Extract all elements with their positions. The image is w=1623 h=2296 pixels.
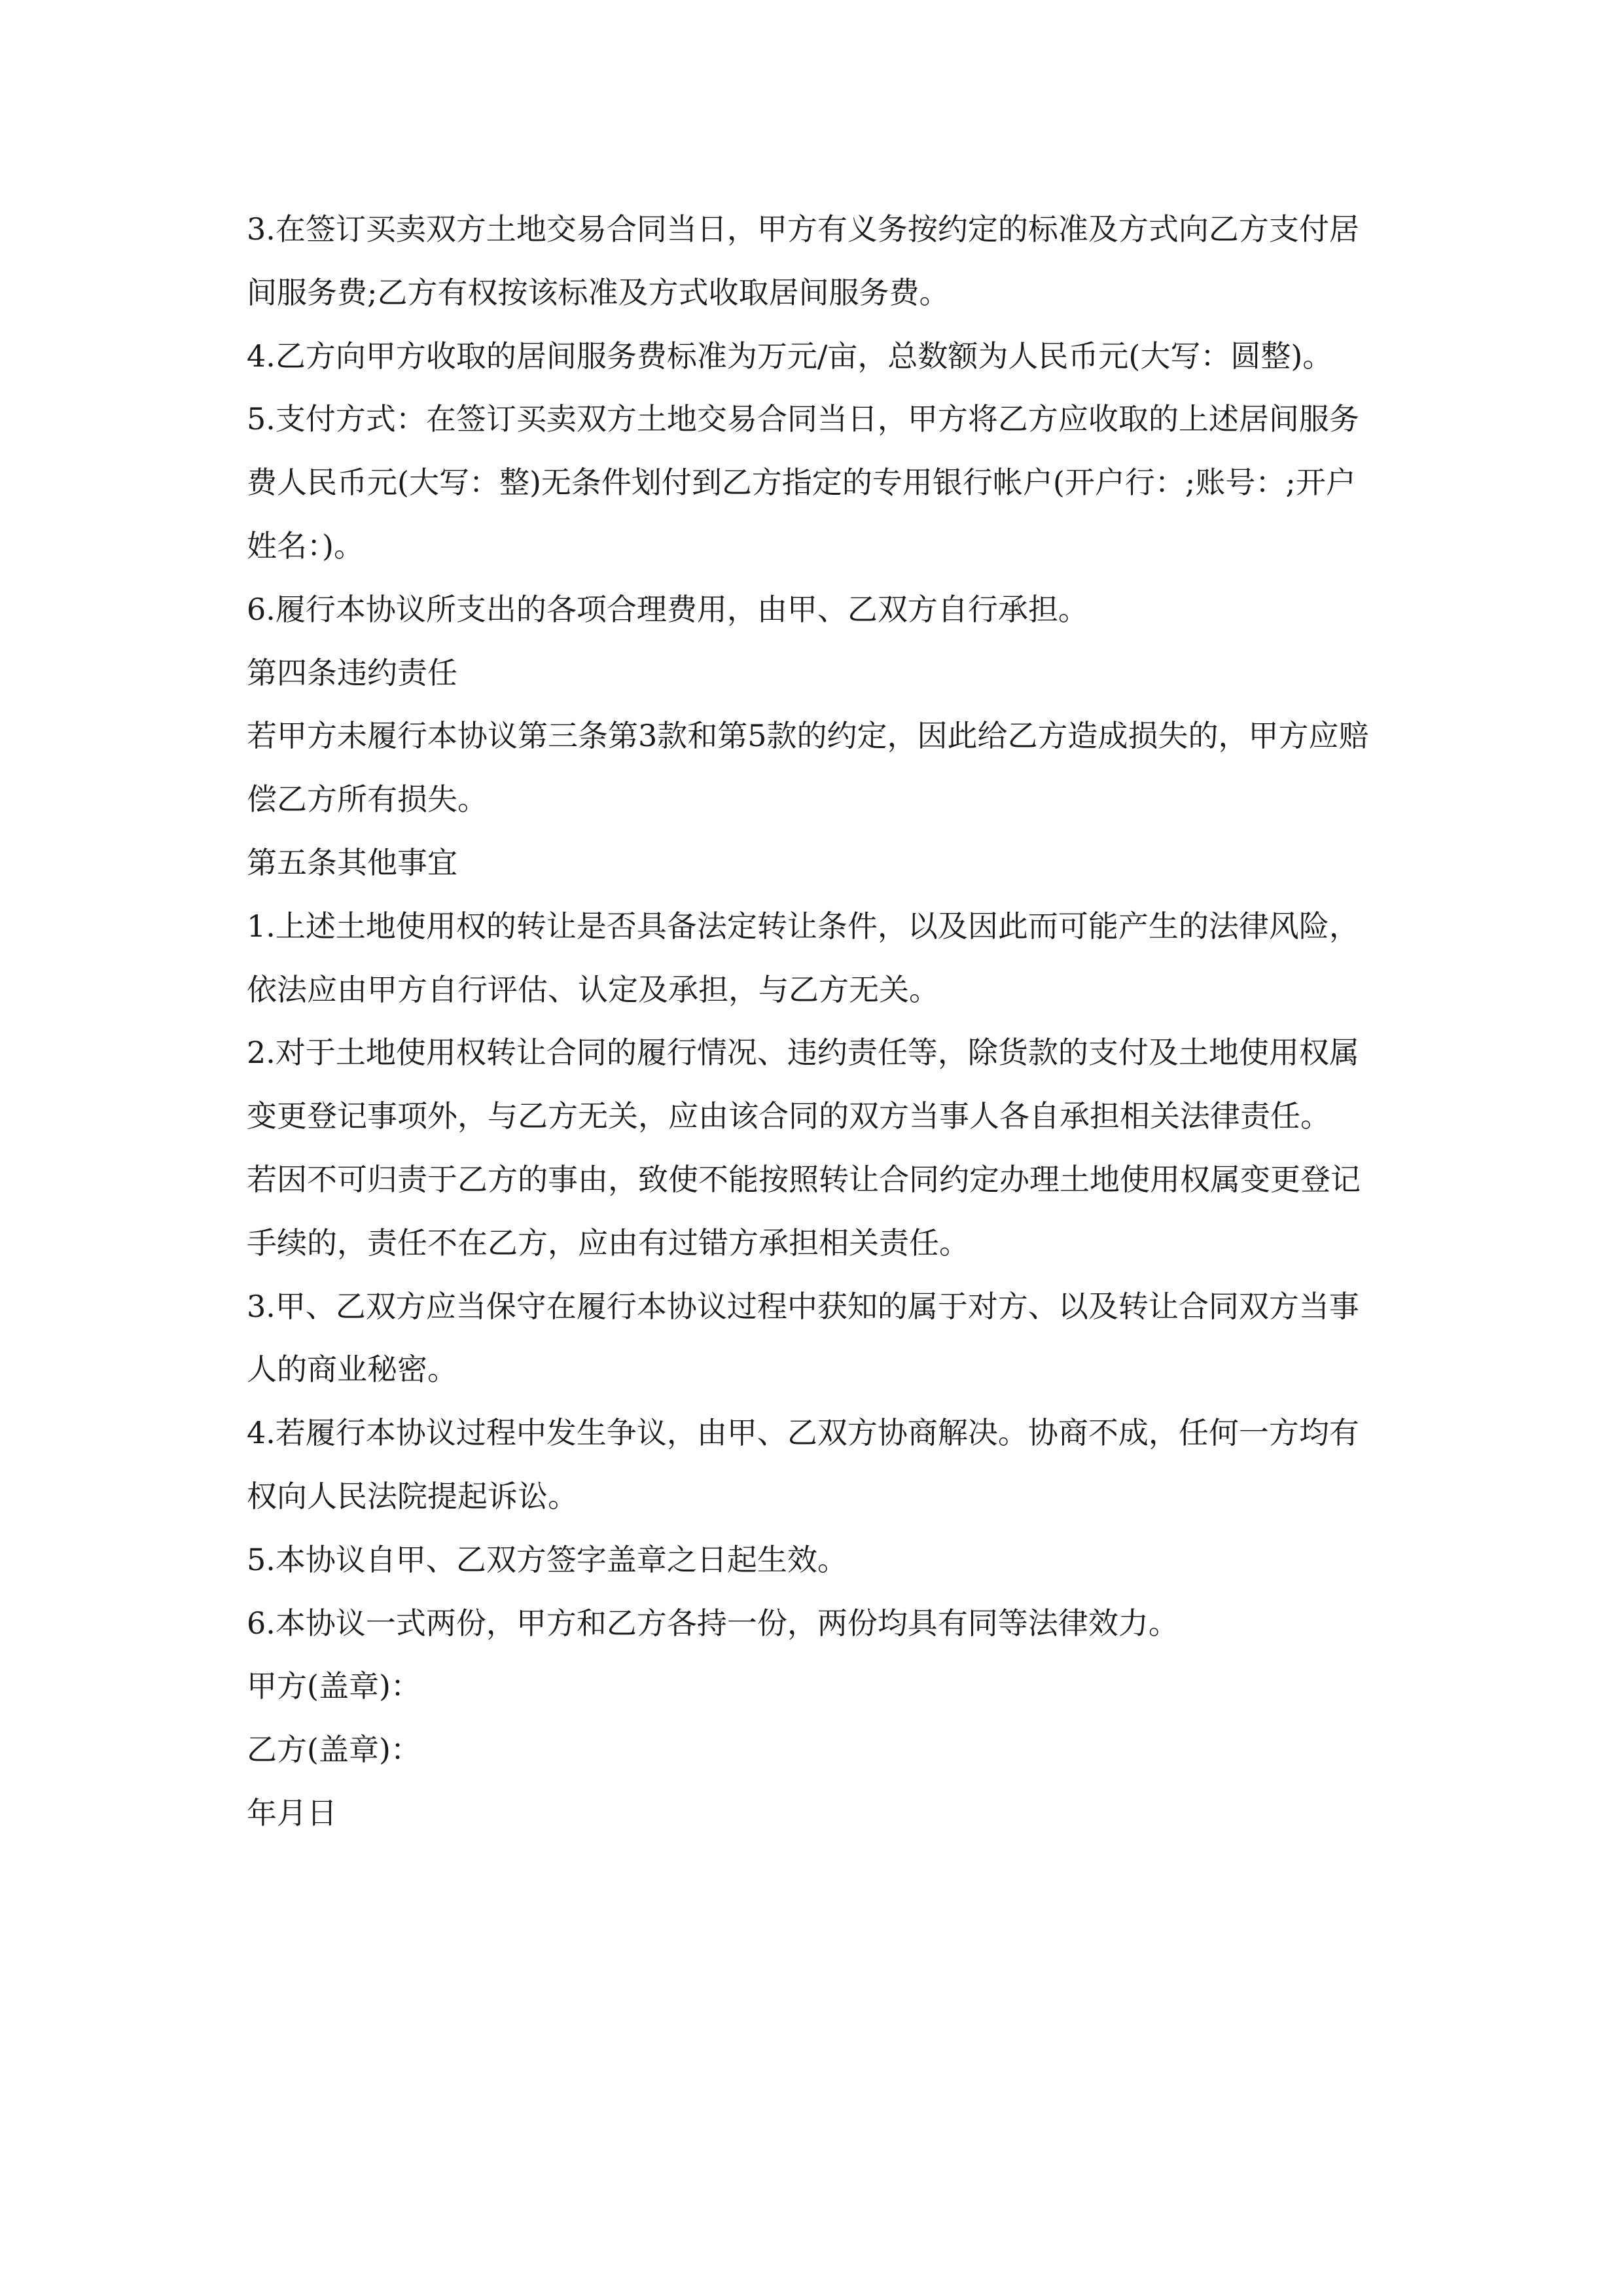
article-5-item-1: 1.上述土地使用权的转让是否具备法定转让条件，以及因此而可能产生的法律风险，依法应由甲方自行评估、认定及承担，与乙方无关。 xyxy=(247,908,1359,1007)
clause-4-fee-standard: 4.乙方向甲方收取的居间服务费标准为万元/亩，总数额为人民币元(大写：圆整)。 xyxy=(247,338,1333,374)
clause-3-payment-obligation: 3.在签订买卖双方土地交易合同当日，甲方有义务按约定的标准及方式向乙方支付居间服务费;乙方有权按该标准及方式收取居间服务费。 xyxy=(247,211,1359,310)
article-5-item-2-continued: 若因不可归责于乙方的事由，致使不能按照转让合同约定办理土地使用权属变更登记手续的，责任不在乙方，应由有过错方承担相关责任。 xyxy=(247,1161,1361,1261)
article-5-item-3: 3.甲、乙双方应当保守在履行本协议过程中获知的属于对方、以及转让合同双方当事人的商业秘密。 xyxy=(247,1288,1359,1388)
party-b-seal-line: 乙方(盖章)： xyxy=(247,1732,421,1768)
section-heading-article-4: 第四条违约责任 xyxy=(247,655,457,691)
clause-6-expenses: 6.履行本协议所支出的各项合理费用，由甲、乙双方自行承担。 xyxy=(247,591,1088,627)
clause-5-payment-method: 5.支付方式：在签订买卖双方土地交易合同当日，甲方将乙方应收取的上述居间服务费人民币元(大写：整)无条件划付到乙方指定的专用银行帐户(开户行：;账号：;开户姓名：)。 xyxy=(247,401,1359,564)
section-heading-article-5: 第五条其他事宜 xyxy=(247,844,457,880)
party-a-seal-line: 甲方(盖章)： xyxy=(247,1668,421,1704)
article-5-item-6: 6.本协议一式两份，甲方和乙方各持一份，两份均具有同等法律效力。 xyxy=(247,1605,1179,1641)
article-5-item-2: 2.对于土地使用权转让合同的履行情况、违约责任等，除货款的支付及土地使用权属变更登记事项外，与乙方无关，应由该合同的双方当事人各自承担相关法律责任。 xyxy=(247,1035,1359,1134)
article-5-item-4: 4.若履行本协议过程中发生争议，由甲、乙双方协商解决。协商不成，任何一方均有权向人民法院提起诉讼。 xyxy=(247,1415,1359,1514)
article-5-item-5: 5.本协议自甲、乙双方签字盖章之日起生效。 xyxy=(247,1541,847,1577)
article-4-liability-text: 若甲方未履行本协议第三条第3款和第5款的约定，因此给乙方造成损失的，甲方应赔偿乙方所有损失。 xyxy=(247,718,1369,817)
date-line: 年月日 xyxy=(247,1795,337,1831)
document-body xyxy=(247,198,1425,1845)
